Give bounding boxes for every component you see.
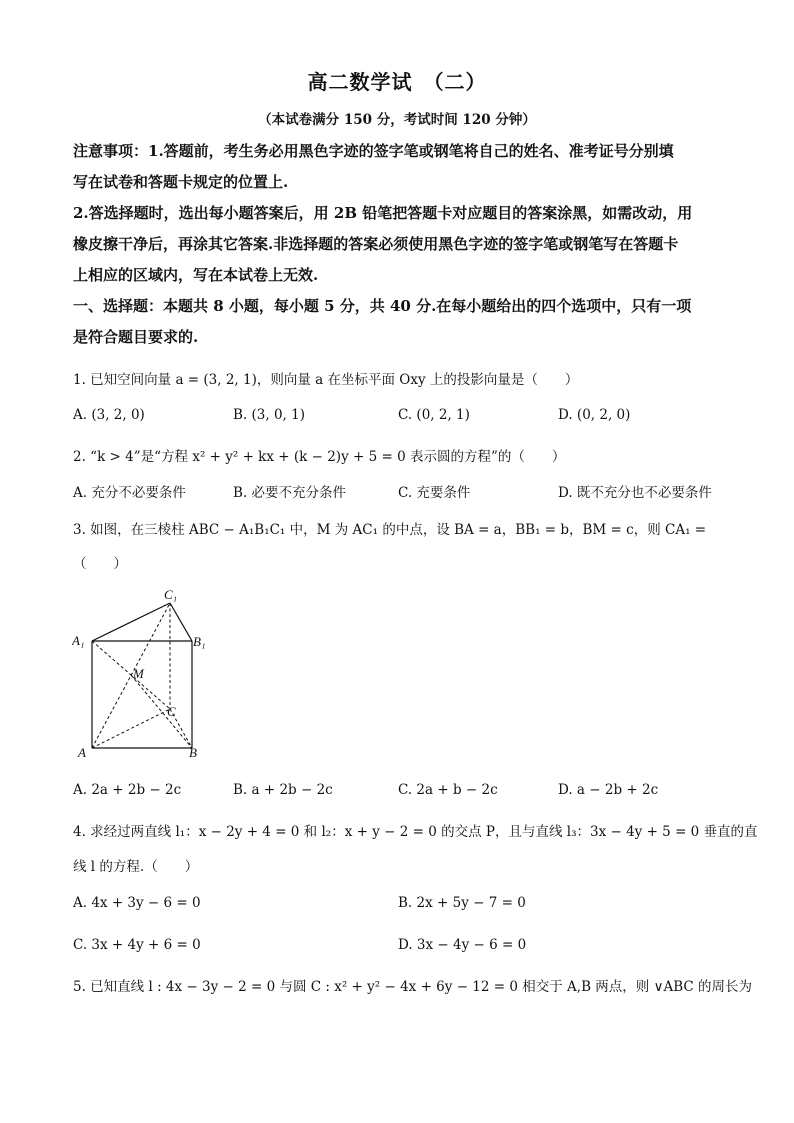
exam-subtitle: （本试卷满分 150 分，考试时间 120 分钟） [258,112,536,128]
question-3-option-b: B. a + 2b − 2c [233,782,333,798]
prism-figure [72,585,212,760]
notice-line-2: 写在试卷和答题卡规定的位置上. [73,173,289,191]
label-b: B [189,745,197,760]
notice-line-1: 注意事项：1.答题前，考生务必用黑色字迹的签字笔或钢笔将自己的姓名、准考证号分别填 [73,142,674,160]
question-3-option-d: D. a − 2b + 2c [558,782,659,798]
label-a: A [78,745,86,760]
question-4-option-d: D. 3x − 4y − 6 = 0 [398,937,527,953]
question-4-stem-cont: 线 l 的方程.（ ） [73,859,199,875]
question-2-option-d: D. 既不充分也不必要条件 [558,485,712,501]
question-1-stem: 1. 已知空间向量 a = (3, 2, 1)，则向量 a 在坐标平面 Oxy 上的投影向量是（ ） [73,372,579,388]
label-a1: A₁ [72,633,85,648]
edge-c1-b1 [170,603,192,641]
question-3-option-a: A. 2a + 2b − 2c [73,782,182,798]
question-4-stem: 4. 求经过两直线 l₁：x − 2y + 4 = 0 和 l₂：x + y − 2 = 0 的交点 P，且与直线 l₃：3x − 4y + 5 = 0 垂直的直 [73,824,758,840]
question-2-option-c: C. 充要条件 [398,485,471,501]
question-3-option-c: C. 2a + b − 2c [398,782,498,798]
question-1-option-b: B. (3, 0, 1) [233,407,305,423]
triangular-prism-diagram [72,585,212,760]
question-4-option-b: B. 2x + 5y − 7 = 0 [398,895,526,911]
question-2-option-a: A. 充分不必要条件 [73,485,186,501]
notice-line-5: 上相应的区域内，写在本试卷上无效. [73,266,319,284]
question-1-option-c: C. (0, 2, 1) [398,407,470,423]
question-5-stem: 5. 已知直线 l : 4x − 3y − 2 = 0 与圆 C : x² + y² − 4x + 6y − 12 = 0 相交于 A,B 两点，则 ∨ABC 的周长为 [73,979,753,995]
section-heading-line-2: 是符合题目要求的. [73,328,199,346]
label-b1: B₁ [193,634,206,649]
question-3-stem-cont: （ ） [73,556,127,572]
question-3-stem: 3. 如图，在三棱柱 ABC − A₁B₁C₁ 中，M 为 AC₁ 的中点，设 BA = a，BB₁ = b，BM = c，则 CA₁ = [73,522,707,538]
question-2-stem: 2. “k > 4”是“方程 x² + y² + kx + (k − 2)y + 5 = 0 表示圆的方程”的（ ） [73,449,566,465]
edge-a1-c1 [92,603,170,641]
label-m: M [133,666,144,681]
notice-line-3: 2.答选择题时，选出每小题答案后，用 2B 铅笔把答题卡对应题目的答案涂黑，如需改动，用 [73,204,693,222]
label-c: C [167,704,176,719]
question-4-option-a: A. 4x + 3y − 6 = 0 [73,895,201,911]
question-1-option-d: D. (0, 2, 0) [558,407,631,423]
section-heading-line-1: 一、选择题：本题共 8 小题，每小题 5 分，共 40 分.在每小题给出的四个选项中，只有一项 [73,297,692,315]
edge-a-c [92,709,170,748]
question-2-option-b: B. 必要不充分条件 [233,485,347,501]
question-1-option-a: A. (3, 2, 0) [73,407,145,423]
edge-m-b [131,675,192,748]
question-4-option-c: C. 3x + 4y + 6 = 0 [73,937,201,953]
notice-line-4: 橡皮擦干净后，再涂其它答案.非选择题的答案必须使用黑色字迹的签字笔或钢笔写在答题卡 [73,235,679,253]
page-title: 高二数学试 （二） [307,70,487,94]
label-c1: C₁ [164,587,178,602]
